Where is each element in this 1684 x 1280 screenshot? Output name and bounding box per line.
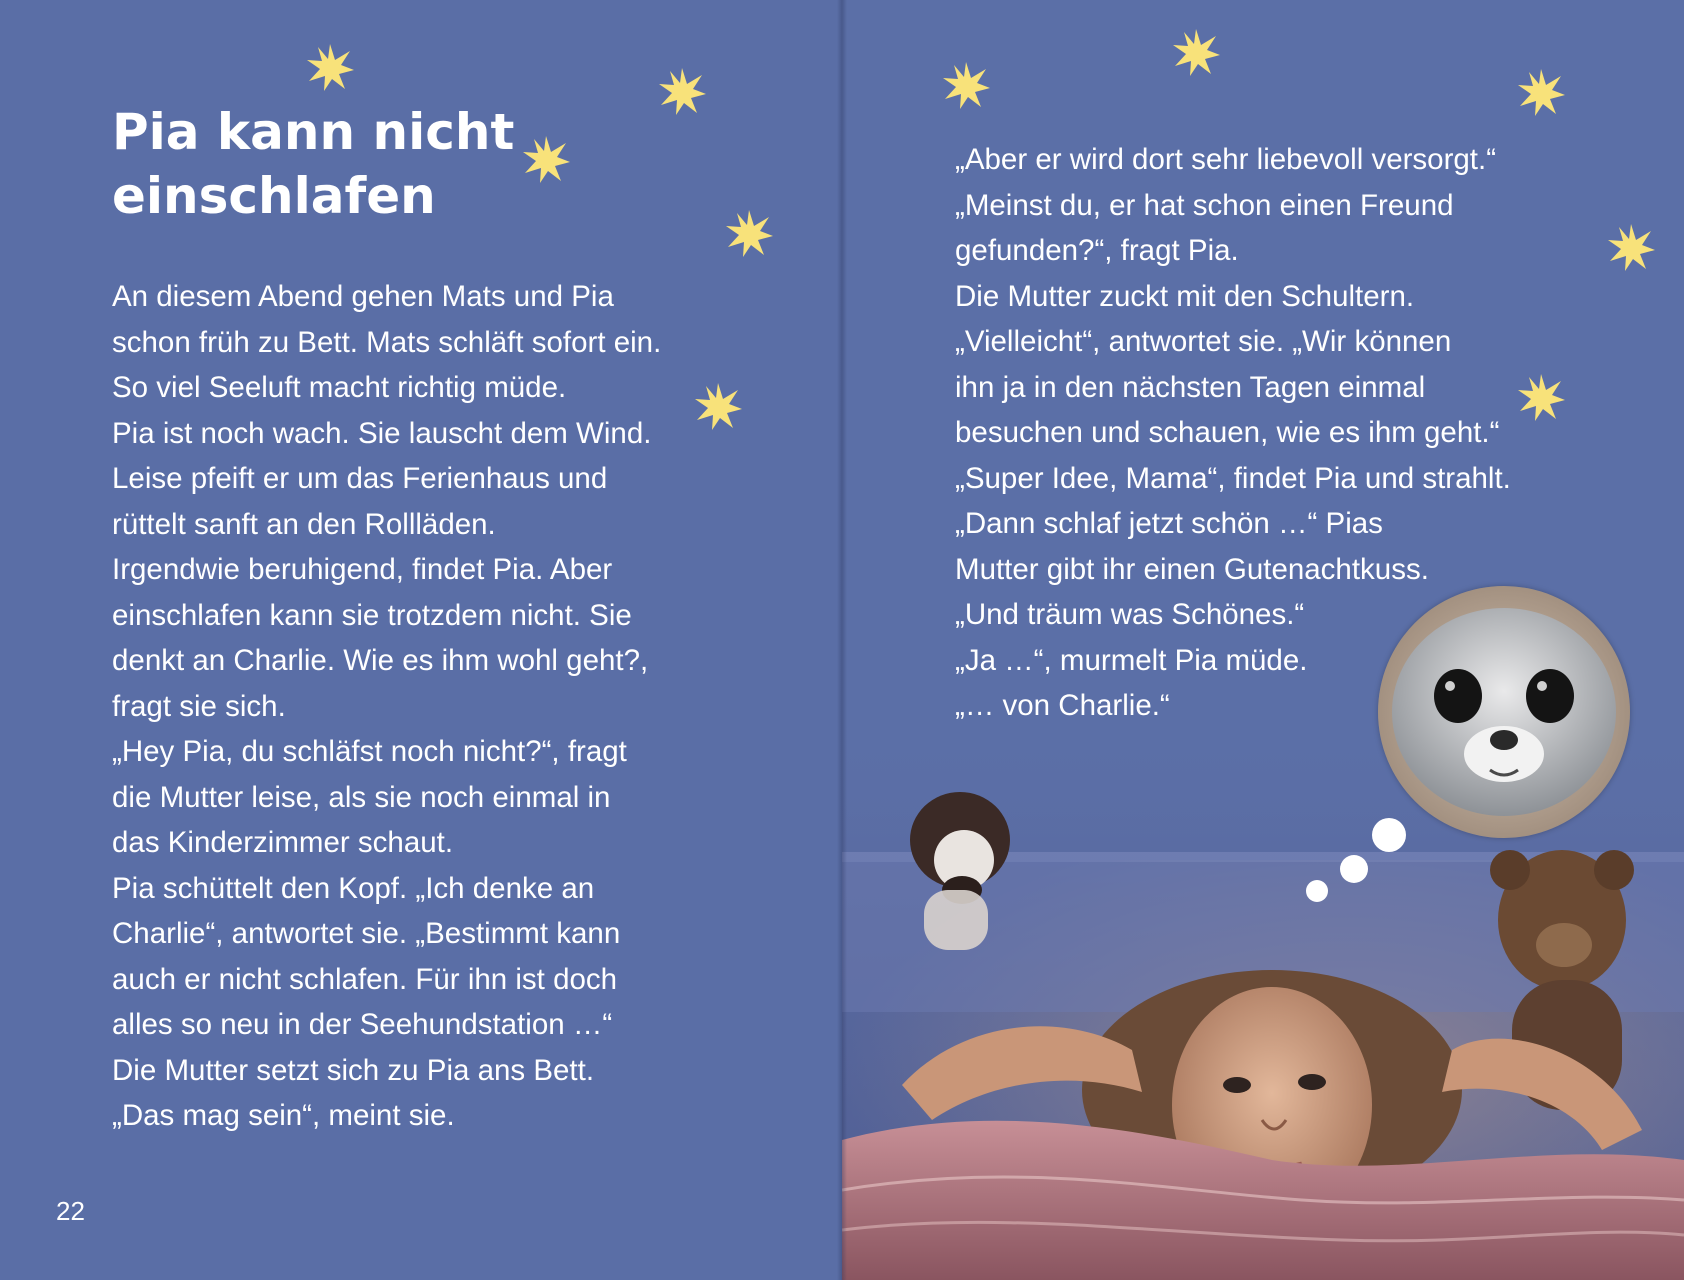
text-line: „Meinst du, er hat schon einen Freund: [955, 188, 1454, 222]
text-line: „Ja …“, murmelt Pia müde.: [955, 643, 1308, 677]
seal-illustration: [1378, 586, 1630, 838]
star-icon: [692, 381, 744, 433]
star-icon: [656, 66, 708, 118]
text-line: besuchen und schauen, wie es ihm geht.“: [955, 416, 1500, 449]
text-line: So viel Seeluft macht richtig müde.: [112, 371, 567, 404]
text-line: die Mutter leise, als sie noch einmal in: [112, 780, 611, 814]
text-line: das Kinderzimmer schaut.: [112, 826, 454, 859]
text-line: „Aber er wird dort sehr liebevoll versorgt.“: [955, 143, 1497, 176]
text-line: „Hey Pia, du schläfst noch nicht?“, fragt: [112, 735, 627, 768]
star-icon: [940, 60, 992, 112]
book-gutter: [837, 0, 847, 1280]
text-line: Charlie“, antwortet sie. „Bestimmt kann: [112, 917, 621, 950]
text-line: gefunden?“, fragt Pia.: [955, 234, 1239, 267]
text-line: fragt sie sich.: [112, 689, 286, 723]
star-icon: [1605, 222, 1657, 274]
text-line: denkt an Charlie. Wie es ihm wohl geht?,: [112, 644, 649, 677]
star-icon: [1170, 27, 1222, 79]
star-icon: [520, 134, 572, 186]
text-line: Pia schüttelt den Kopf. „Ich denke an: [112, 871, 595, 905]
text-line: Pia ist noch wach. Sie lauscht dem Wind.: [112, 416, 652, 450]
text-line: „Vielleicht“, antwortet sie. „Wir können: [955, 325, 1452, 358]
text-line: Leise pfeift er um das Ferienhaus und: [112, 462, 608, 495]
text-line: einschlafen kann sie trotzdem nicht. Sie: [112, 598, 632, 632]
title-line-1: Pia kann nicht: [112, 103, 515, 161]
text-line: ihn ja in den nächsten Tagen einmal: [955, 370, 1426, 404]
text-line: auch er nicht schlafen. Für ihn ist doch: [112, 962, 618, 996]
star-icon: [304, 42, 356, 94]
star-icon: [723, 208, 775, 260]
text-line: An diesem Abend gehen Mats und Pia: [112, 280, 614, 313]
text-line: alles so neu in der Seehundstation …“: [112, 1008, 613, 1041]
left-body-text: [112, 274, 752, 1139]
text-line: Mutter gibt ihr einen Gutenachtkuss.: [955, 552, 1429, 586]
page-number: 22: [56, 1196, 85, 1226]
thought-bubble-dot-small: [1306, 880, 1328, 902]
star-icon: [1515, 67, 1567, 119]
text-line: „Super Idee, Mama“, findet Pia und strahlt.: [955, 461, 1511, 495]
text-line: Die Mutter zuckt mit den Schultern.: [955, 279, 1415, 313]
text-line: „Das mag sein“, meint sie.: [112, 1099, 455, 1132]
text-line: rüttelt sanft an den Rollläden.: [112, 507, 496, 541]
star-icon: [1515, 372, 1567, 424]
text-line: „Und träum was Schönes.“: [955, 598, 1305, 631]
text-line: Irgendwie beruhigend, findet Pia. Aber: [112, 553, 613, 586]
title-line-2: einschlafen: [112, 167, 436, 225]
thought-bubble-dot-medium: [1340, 855, 1368, 883]
text-line: „Dann schlaf jetzt schön …“ Pias: [955, 507, 1383, 540]
text-line: Die Mutter setzt sich zu Pia ans Bett.: [112, 1053, 595, 1087]
text-line: „… von Charlie.“: [955, 689, 1170, 722]
text-line: schon früh zu Bett. Mats schläft sofort ein.: [112, 325, 662, 359]
thought-bubble-dot-large: [1372, 818, 1406, 852]
